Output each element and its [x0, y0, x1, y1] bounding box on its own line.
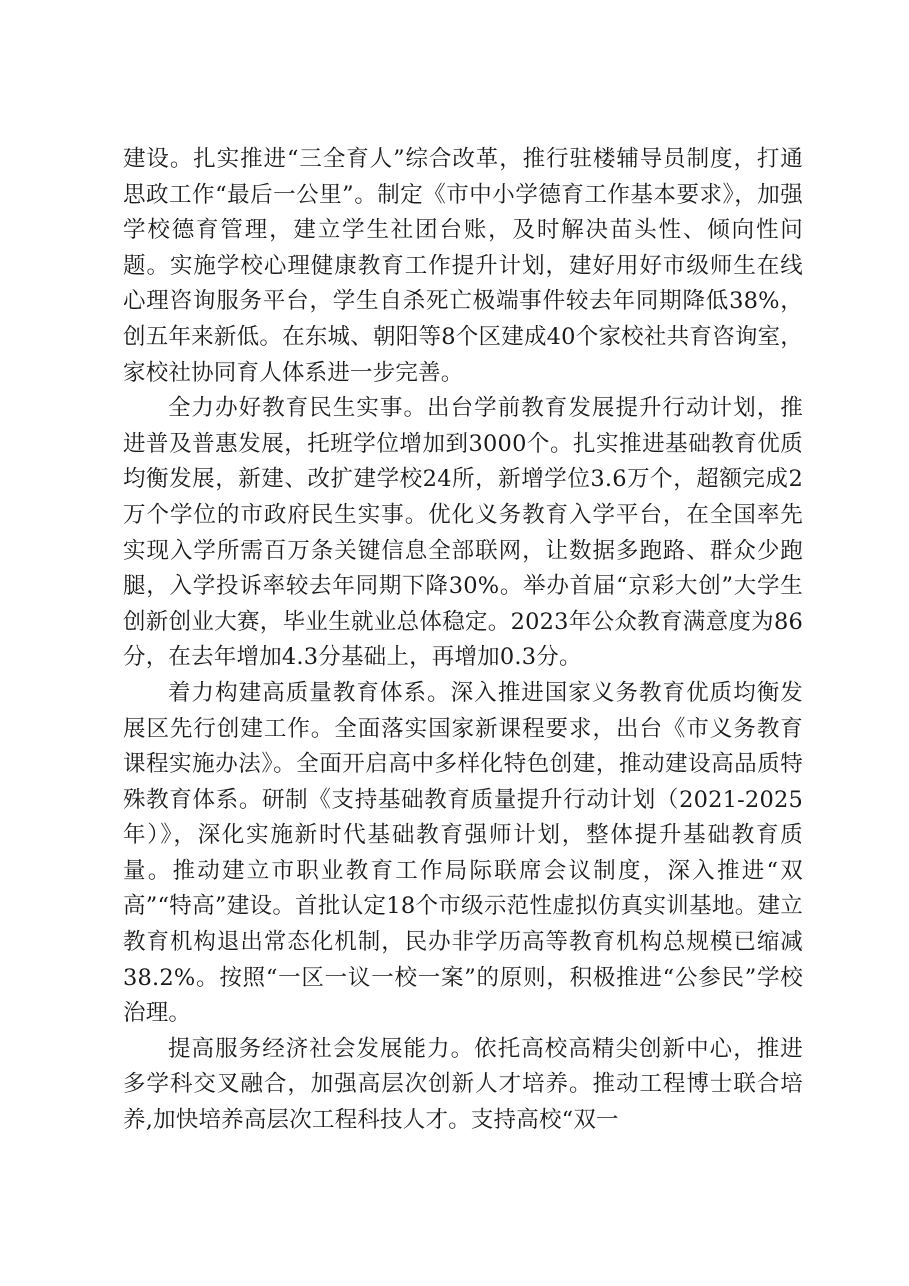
paragraph-continuation: 建设。扎实推进“三全育人”综合改革，推行驻楼辅导员制度，打通思政工作“最后一公里”。制定《市中小学德育工作基本要求》，加强学校德育管理，建立学生社团台账，及时解决苗头性、倾向性问题。实施学校心理健康教育工作提升计划，建好用好市级师生在线心理咨询服务平台，学生自杀死亡极端事件较去年同期降低38%，创五年来新低。在东城、朝阳等8个区建成40个家校社共育咨询室，家校社协同育人体系进一步完善。 — [123, 146, 803, 386]
paragraph-education-livelihood: 全力办好教育民生实事。出台学前教育发展提升行动计划，推进普及普惠发展，托班学位增加到3000个。扎实推进基础教育优质均衡发展，新建、改扩建学校24所，新增学位3.6万个，超额完成2万个学位的市政府民生实事。优化义务教育入学平台，在全国率先实现入学所需百万条关键信息全部联网，让数据多跑路、群众少跑腿，入学投诉率较去年同期下降30%。举办首届“京彩大创”大学生创新创业大赛，毕业生就业总体稳定。2023年公众教育满意度为86分，在去年增加4.3分基础上，再增加0.3分。 — [123, 395, 803, 671]
document-body — [123, 142, 803, 1139]
paragraph-quality-education-system: 着力构建高质量教育体系。深入推进国家义务教育优质均衡发展区先行创建工作。全面落实国家新课程要求，出台《市义务教育课程实施办法》。全面开启高中多样化特色创建，推动建设高品质特殊教育体系。研制《支持基础教育质量提升行动计划（2021-2025年）》，深化实施新时代基础教育强师计划，整体提升基础教育质量。推动建立市职业教育工作局际联席会议制度，深入推进“双高”“特高”建设。首批认定18个市级示范性虚拟仿真实训基地。建立教育机构退出常态化机制，民办非学历高等教育机构总规模已缩减38.2%。按照“一区一议一校一案”的原则，积极推进“公参民”学校治理。 — [123, 679, 803, 1027]
paragraph-social-development: 提高服务经济社会发展能力。依托高校高精尖创新中心，推进多学科交叉融合，加强高层次创新人才培养。推动工程博士联合培养,加快培养高层次工程科技人才。支持高校“双一 — [123, 1035, 803, 1134]
